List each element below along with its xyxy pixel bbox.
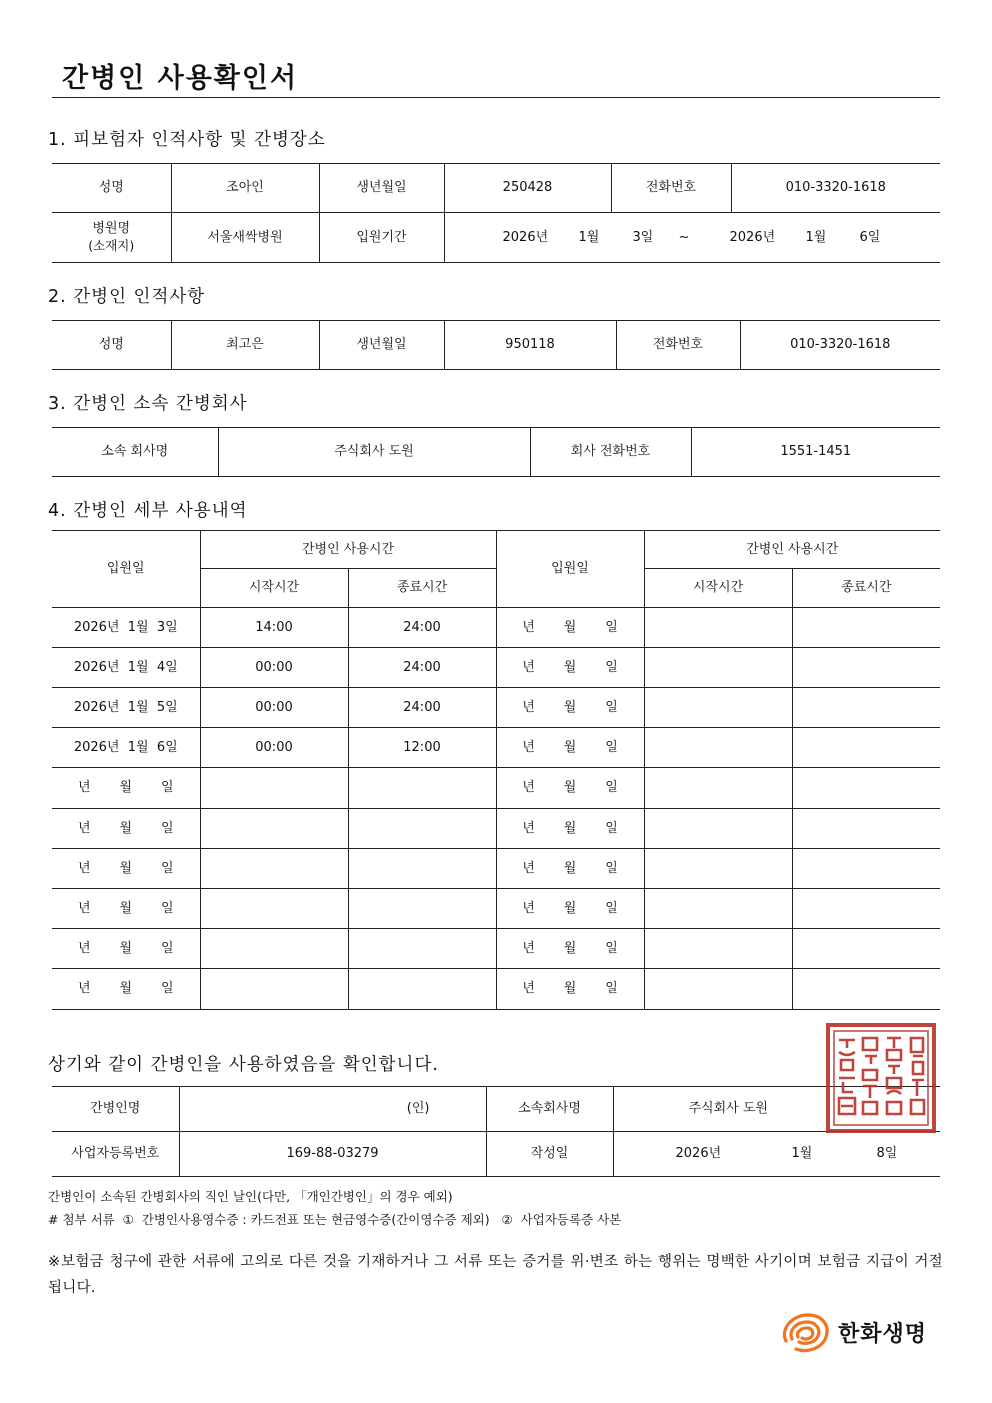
start-time-right bbox=[644, 768, 792, 809]
section3-heading: 3. 간병인 소속 간병회사 bbox=[48, 394, 248, 414]
patient-birth-label: 생년월일 bbox=[319, 164, 444, 213]
period-end-year: 2026년 bbox=[729, 229, 776, 245]
period-start-day: 3일 bbox=[632, 229, 654, 245]
start-time-right bbox=[644, 608, 792, 648]
caregiver-birth-label: 생년월일 bbox=[319, 321, 444, 370]
hanwha-life-logo bbox=[778, 1306, 927, 1358]
end-time-left bbox=[348, 849, 496, 889]
caregiver-sign-value bbox=[179, 1087, 486, 1132]
admit-date-header-left: 입원일 bbox=[52, 531, 200, 608]
usage-time-header-left: 간병인 사용시간 bbox=[200, 531, 496, 569]
patient-phone-label: 전화번호 bbox=[611, 164, 731, 213]
title-divider bbox=[52, 97, 940, 98]
admit-date-left: 2026년 1월 5일 bbox=[52, 688, 200, 728]
confirm-company-value: 주식회사 도원 bbox=[613, 1087, 940, 1132]
start-time-header-right: 시작시간 bbox=[644, 569, 792, 608]
usage-row bbox=[52, 728, 940, 768]
usage-row bbox=[52, 889, 940, 929]
start-time-right bbox=[644, 849, 792, 889]
written-date-value bbox=[613, 1132, 940, 1177]
end-time-left: 24:00 bbox=[348, 648, 496, 688]
period-tilde: ~ bbox=[678, 229, 690, 245]
end-time-left bbox=[348, 809, 496, 849]
start-time-left: 14:00 bbox=[200, 608, 348, 648]
section1-heading: 1. 피보험자 인적사항 및 간병장소 bbox=[48, 130, 326, 150]
start-time-left bbox=[200, 889, 348, 929]
caregiver-birth-value: 950118 bbox=[444, 321, 616, 370]
end-time-right bbox=[792, 608, 940, 648]
written-year: 2026년 bbox=[675, 1146, 722, 1161]
end-time-right bbox=[792, 809, 940, 849]
caregiver-phone-value: 010-3320-1618 bbox=[740, 321, 940, 370]
end-time-left bbox=[348, 889, 496, 929]
admit-date-left: 2026년 1월 3일 bbox=[52, 608, 200, 648]
admit-date-right: 년 월 일 bbox=[496, 809, 644, 849]
admit-date-right: 년 월 일 bbox=[496, 849, 644, 889]
start-time-right bbox=[644, 929, 792, 969]
admit-date-left: 2026년 1월 6일 bbox=[52, 728, 200, 768]
company-table bbox=[52, 427, 940, 477]
admit-date-right: 년 월 일 bbox=[496, 889, 644, 929]
usage-time-header-right: 간병인 사용시간 bbox=[644, 531, 940, 569]
admit-date-left: 년 월 일 bbox=[52, 768, 200, 809]
logo-text: 한화생명 bbox=[838, 1321, 928, 1347]
caregiver-table bbox=[52, 320, 940, 370]
patient-name-label: 성명 bbox=[52, 164, 171, 213]
bizno-label: 사업자등록번호 bbox=[52, 1132, 179, 1177]
period-end-day: 6일 bbox=[859, 229, 881, 245]
company-name-label: 소속 회사명 bbox=[52, 428, 218, 477]
end-time-right bbox=[792, 688, 940, 728]
admit-date-left: 년 월 일 bbox=[52, 889, 200, 929]
start-time-left: 00:00 bbox=[200, 648, 348, 688]
start-time-right bbox=[644, 889, 792, 929]
admit-date-right: 년 월 일 bbox=[496, 728, 644, 768]
end-time-header-right: 종료시간 bbox=[792, 569, 940, 608]
start-time-left bbox=[200, 768, 348, 809]
start-time-left bbox=[200, 969, 348, 1010]
bizno-value: 169-88-03279 bbox=[179, 1132, 486, 1177]
admit-date-left: 년 월 일 bbox=[52, 849, 200, 889]
page-title: 간병인 사용확인서 bbox=[62, 63, 299, 94]
caregiver-phone-label: 전화번호 bbox=[616, 321, 740, 370]
admit-date-right: 년 월 일 bbox=[496, 648, 644, 688]
start-time-left bbox=[200, 929, 348, 969]
start-time-right bbox=[644, 969, 792, 1010]
start-time-left bbox=[200, 849, 348, 889]
usage-row bbox=[52, 608, 940, 648]
seal-note: 간병인이 소속된 간병회사의 직인 날인(다만, 「개인간병인」의 경우 예외) bbox=[48, 1189, 453, 1204]
usage-row bbox=[52, 809, 940, 849]
usage-row bbox=[52, 768, 940, 809]
period-start-year: 2026년 bbox=[502, 229, 549, 245]
period-start-month: 1월 bbox=[578, 229, 600, 245]
admit-date-left: 년 월 일 bbox=[52, 969, 200, 1010]
end-time-left bbox=[348, 768, 496, 809]
end-time-left bbox=[348, 969, 496, 1010]
end-time-right bbox=[792, 648, 940, 688]
section4-heading: 4. 간병인 세부 사용내역 bbox=[48, 501, 248, 521]
hospital-label bbox=[52, 213, 171, 263]
admit-date-right: 년 월 일 bbox=[496, 608, 644, 648]
usage-row bbox=[52, 688, 940, 728]
confirm-table bbox=[52, 1086, 940, 1177]
admit-date-right: 년 월 일 bbox=[496, 688, 644, 728]
end-time-left: 24:00 bbox=[348, 688, 496, 728]
end-time-right bbox=[792, 728, 940, 768]
end-time-right bbox=[792, 889, 940, 929]
written-date-label: 작성일 bbox=[486, 1132, 613, 1177]
section2-heading: 2. 간병인 인적사항 bbox=[48, 287, 206, 307]
company-phone-label: 회사 전화번호 bbox=[530, 428, 691, 477]
seal-mark: (인) bbox=[406, 1101, 430, 1117]
attachment-note: # 첨부 서류 ① 간병인사용영수증 : 카드전표 또는 현금영수증(간이영수증 제외) ② 사업자등록증 사본 bbox=[48, 1212, 622, 1227]
usage-table bbox=[52, 530, 940, 1010]
usage-row bbox=[52, 849, 940, 889]
caregiver-sign-label: 간병인명 bbox=[52, 1087, 179, 1132]
admit-date-right: 년 월 일 bbox=[496, 929, 644, 969]
admit-date-right: 년 월 일 bbox=[496, 969, 644, 1010]
written-month: 1월 bbox=[791, 1146, 813, 1161]
caregiver-name-value: 최고은 bbox=[171, 321, 319, 370]
admission-period-value bbox=[444, 213, 940, 263]
start-time-right bbox=[644, 648, 792, 688]
admit-date-left: 2026년 1월 4일 bbox=[52, 648, 200, 688]
end-time-right bbox=[792, 849, 940, 889]
start-time-left: 00:00 bbox=[200, 728, 348, 768]
patient-phone-value: 010-3320-1618 bbox=[731, 164, 940, 213]
hospital-value: 서울새싹병원 bbox=[171, 213, 319, 263]
admit-date-header-right: 입원일 bbox=[496, 531, 644, 608]
written-day: 8일 bbox=[876, 1146, 898, 1161]
usage-row bbox=[52, 929, 940, 969]
confirm-statement: 상기와 같이 간병인을 사용하였음을 확인합니다. bbox=[48, 1055, 439, 1075]
end-time-left: 24:00 bbox=[348, 608, 496, 648]
admit-date-right: 년 월 일 bbox=[496, 768, 644, 809]
hospital-sublabel: (소재지) bbox=[88, 237, 135, 253]
start-time-right bbox=[644, 688, 792, 728]
company-phone-value: 1551-1451 bbox=[691, 428, 940, 477]
end-time-header-left: 종료시간 bbox=[348, 569, 496, 608]
end-time-right bbox=[792, 969, 940, 1010]
patient-name-value: 조아인 bbox=[171, 164, 319, 213]
fraud-warning: ※보험금 청구에 관한 서류에 고의로 다른 것을 기재하거나 그 서류 또는 증거를 위·변조 하는 행위는 명백한 사기이며 보험금 지급이 거절됩니다. bbox=[48, 1254, 943, 1296]
start-time-right bbox=[644, 809, 792, 849]
admit-date-left: 년 월 일 bbox=[52, 929, 200, 969]
usage-row bbox=[52, 648, 940, 688]
period-end-month: 1월 bbox=[805, 229, 827, 245]
start-time-header-left: 시작시간 bbox=[200, 569, 348, 608]
start-time-left: 00:00 bbox=[200, 688, 348, 728]
start-time-right bbox=[644, 728, 792, 768]
company-name-value: 주식회사 도원 bbox=[218, 428, 530, 477]
hospital-label-text: 병원명 bbox=[92, 221, 131, 237]
company-seal-stamp bbox=[825, 1022, 937, 1134]
caregiver-name-label: 성명 bbox=[52, 321, 171, 370]
end-time-left bbox=[348, 929, 496, 969]
admission-period-label: 입원기간 bbox=[319, 213, 444, 263]
end-time-right bbox=[792, 768, 940, 809]
confirm-company-label: 소속회사명 bbox=[486, 1087, 613, 1132]
end-time-right bbox=[792, 929, 940, 969]
end-time-left: 12:00 bbox=[348, 728, 496, 768]
start-time-left bbox=[200, 809, 348, 849]
hanwha-logo-icon bbox=[778, 1309, 832, 1355]
patient-birth-value: 250428 bbox=[444, 164, 611, 213]
patient-table bbox=[52, 163, 940, 263]
admit-date-left: 년 월 일 bbox=[52, 809, 200, 849]
usage-row bbox=[52, 969, 940, 1010]
